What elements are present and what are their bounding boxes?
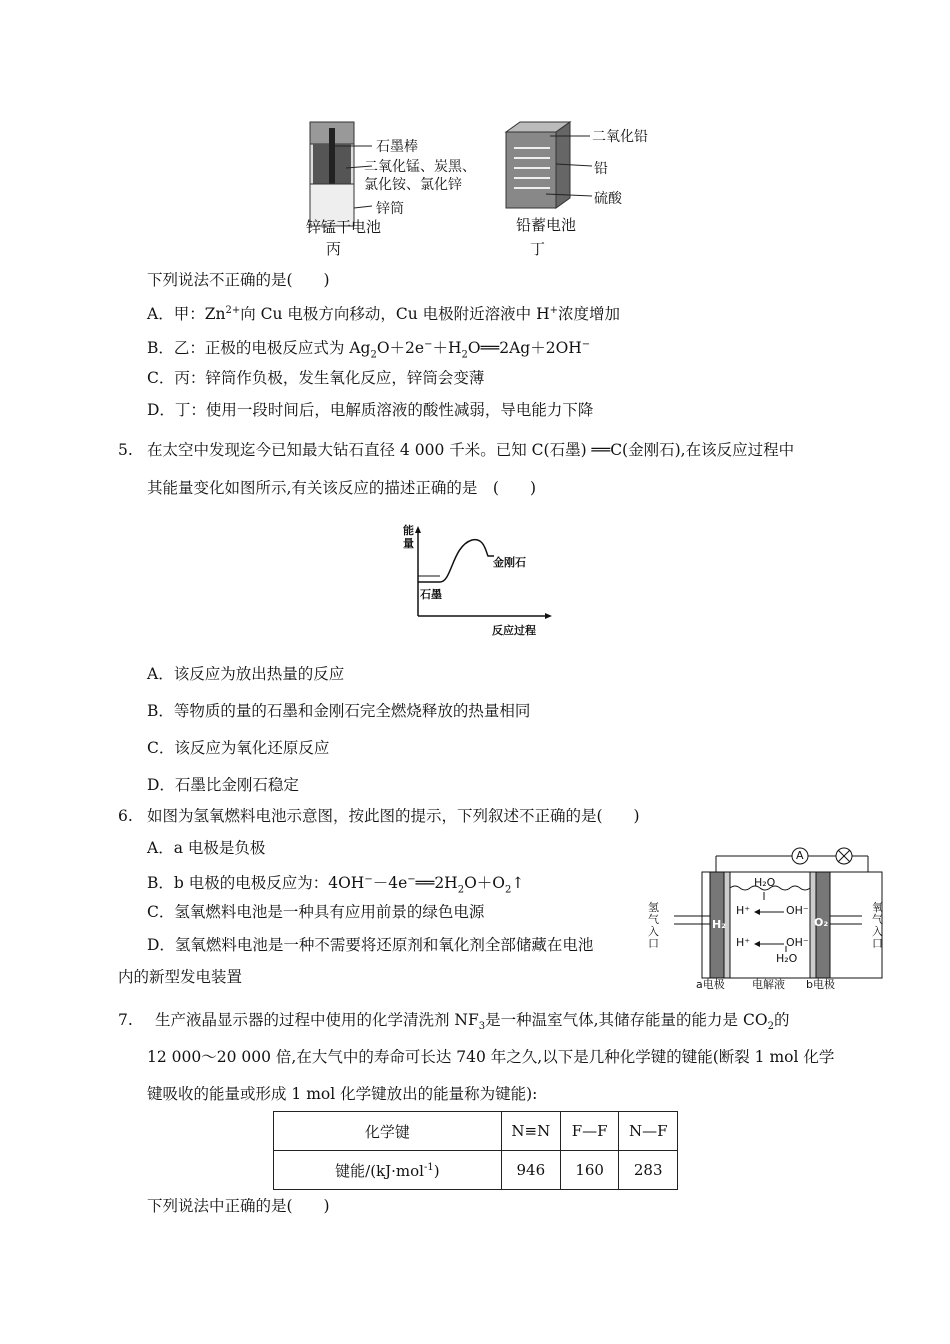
b-electrode-label: b电极 [806,978,835,991]
fuel-cell-diagram [640,842,890,990]
table-header-cell: F—F [560,1112,619,1151]
q5-option-b: B．等物质的量的石墨和金刚石完全燃烧释放的热量相同 [147,702,531,720]
q7-stem: 下列说法中正确的是( ) [147,1197,330,1215]
q5-option-c: C．该反应为氧化还原反应 [147,739,330,757]
h2o-top-label: H₂O [754,876,776,889]
ding-caption: 铅蓄电池 [516,216,577,234]
ding-letter: 丁 [530,240,546,258]
x-axis-label: 反应过程 [492,624,536,637]
lead-label: 铅 [594,161,608,177]
graphite-label: 石墨 [420,588,442,601]
battery-figure-bing [300,118,490,258]
q5-number: 5. [118,441,133,459]
energy-curve-graph [400,522,560,640]
mno2-label: 二氧化锰、炭黑、 [364,159,476,175]
q5-option-d: D．石墨比金刚石稳定 [147,776,299,794]
ammeter-label: A [796,849,804,862]
table-header-cell: N≡N [501,1112,560,1151]
q5-stem-line1: 在太空中发现迄今已知最大钻石直径 4 000 千米。已知 C(石墨) ══C(金刚石),在该反应过程中 [147,441,795,459]
q6-option-b: B．b 电极的电极反应为：$4OH^--4e^-══2H_2O+O_2↑$ [147,874,525,896]
bing-caption: 锌锰干电池 [306,218,382,236]
table-row-label: 键能/(kJ·mol$^{-1}$) [274,1151,502,1190]
q6-option-d-line1: D．氢氧燃料电池是一种不需要将还原剂和氧化剂全部储藏在电池 [147,936,594,954]
q4-option-b: B．乙：正极的电极反应式为 $Ag_2O+2e^-+H_2O══2Ag+2OH^-$ [147,339,591,361]
zinc-can-label: 锌筒 [376,201,404,217]
q4-option-d: D．丁：使用一段时间后，电解质溶液的酸性减弱，导电能力下降 [147,401,594,419]
h-plus-label-1: H⁺ [736,904,751,917]
a-electrode-label: a电极 [696,978,725,991]
q6-option-c: C．氢氧燃料电池是一种具有应用前景的绿色电源 [147,903,485,921]
q4-option-c: C．丙：锌筒作负极，发生氧化反应，锌筒会变薄 [147,369,485,387]
q6-number: 6. [118,807,133,825]
q6-option-d-line2: 内的新型发电装置 [118,968,243,986]
q6-option-a: A．a 电极是负极 [147,839,266,857]
diamond-label: 金刚石 [493,556,526,569]
q4-stem: 下列说法不正确的是( ) [147,271,330,289]
sulfuric-acid-label: 硫酸 [594,191,622,207]
h2-label: H₂ [712,918,727,931]
hydrogen-inlet-label: 氢 气 入 口 [648,901,659,950]
h2o-bottom-label: H₂O [776,952,798,965]
graphite-rod-label: 石墨棒 [376,139,418,155]
q6-stem: 如图为氢氧燃料电池示意图，按此图的提示，下列叙述不正确的是( ) [147,807,640,825]
oxygen-inlet-label: 氧 气 入 口 [872,901,883,950]
q7-number: 7. [118,1011,133,1029]
y-axis-label-1: 能 [403,524,414,537]
oh-minus-label-2: OH⁻ [786,936,809,949]
table-cell: 160 [560,1151,619,1190]
q7-stem-line2: 12 000～20 000 倍,在大气中的寿命可长达 740 年之久,以下是几种化学键的键能(断裂 1 mol 化学 [147,1048,835,1066]
table-row [274,1151,678,1190]
h-plus-label-2: H⁺ [736,936,751,949]
electrolyte-label: 电解液 [752,978,785,991]
nh4cl-label: 氯化铵、氯化锌 [364,177,462,193]
table-header-row [274,1112,678,1151]
table-header-cell: 化学键 [274,1112,502,1151]
bond-energy-table [273,1111,678,1190]
pbo2-label: 二氧化铅 [592,129,648,145]
table-cell: 283 [619,1151,678,1190]
q5-option-a: A．该反应为放出热量的反应 [147,665,345,683]
q4-option-a: A．甲：$Zn^{2+}$向 Cu 电极方向移动，Cu 电极附近溶液中 H+浓度增加 [147,305,621,324]
bing-letter: 丙 [326,240,342,258]
o2-label: O₂ [814,916,829,929]
q7-stem-line1: 生产液晶显示器的过程中使用的化学清洗剂 $NF_3$是一种温室气体,其储存能量的能力是 $CO_2$的 [155,1011,790,1033]
q5-stem-line2: 其能量变化如图所示,有关该反应的描述正确的是 ( ) [147,479,537,497]
table-header-cell: N—F [619,1112,678,1151]
q7-stem-line3: 键吸收的能量或形成 1 mol 化学键放出的能量称为键能): [147,1085,538,1103]
oh-minus-label-1: OH⁻ [786,904,809,917]
y-axis-label-2: 量 [403,537,414,550]
energy-graph [400,522,560,640]
fuel-cell-drawing [640,842,890,990]
table-cell: 946 [501,1151,560,1190]
battery-figure-ding [500,118,670,258]
